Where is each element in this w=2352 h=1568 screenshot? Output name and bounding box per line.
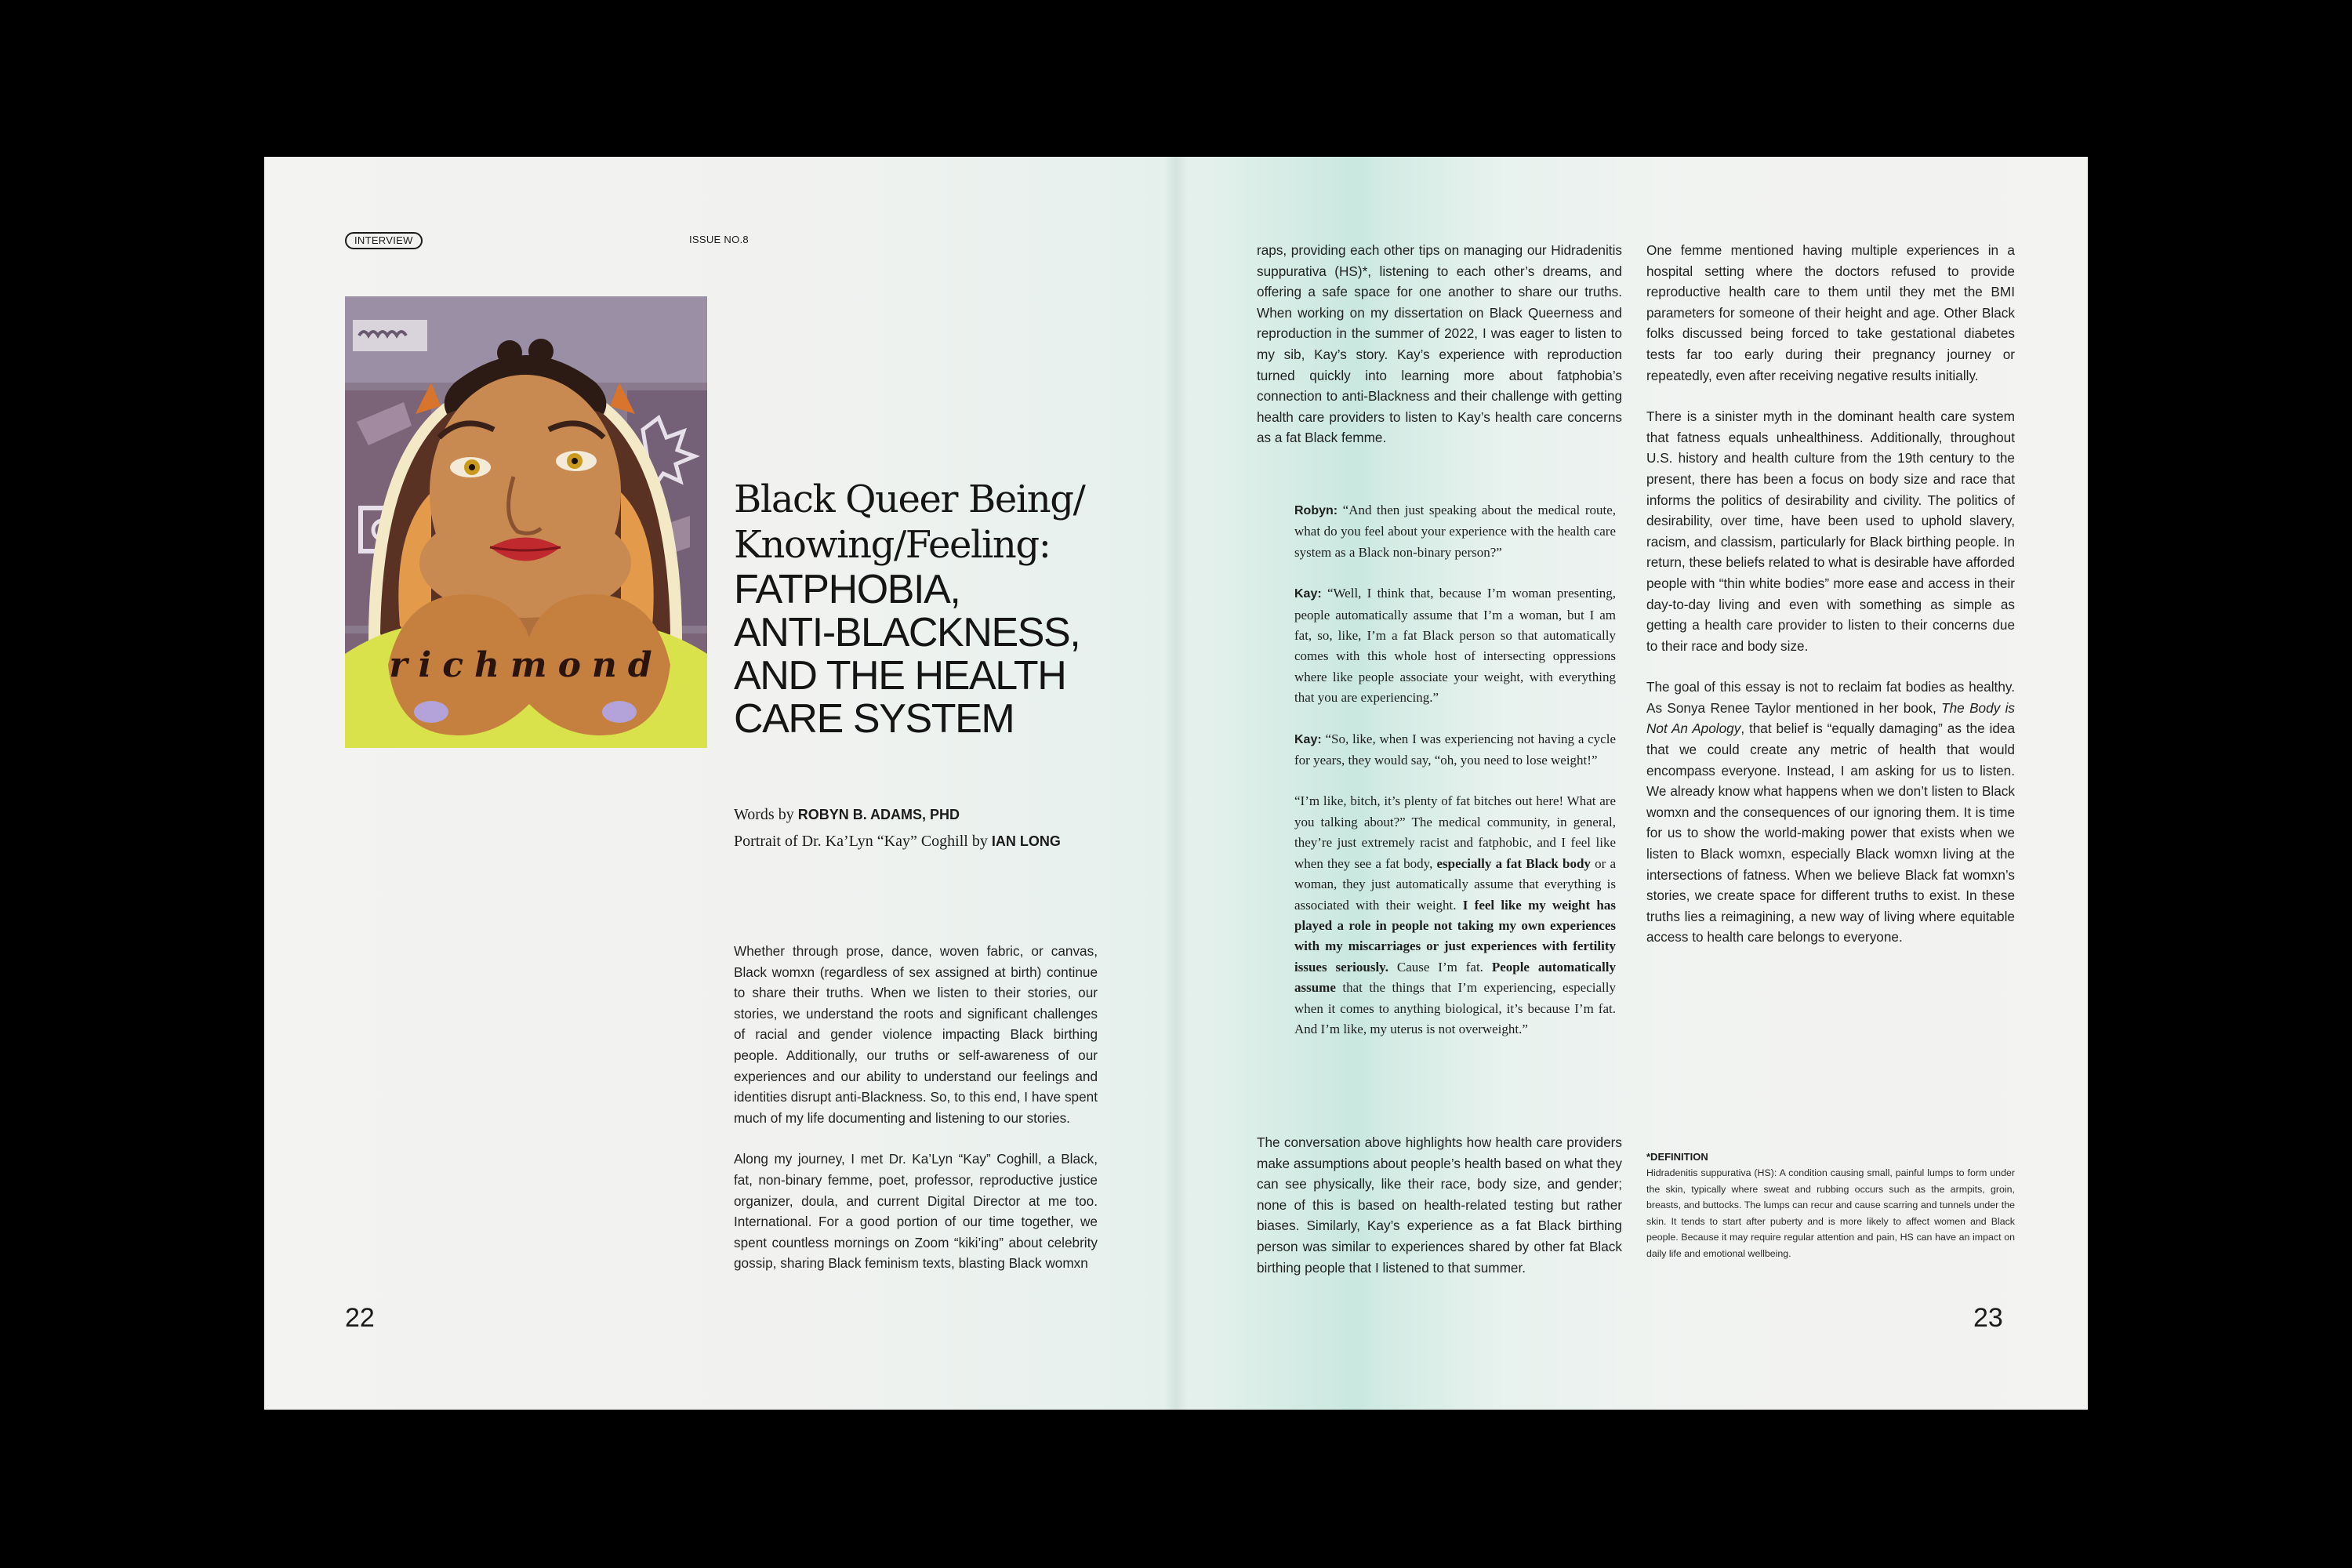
portrait-illustration — [345, 296, 707, 748]
illustrator-credit: Portrait of Dr. Ka’Lyn “Kay” Coghill by IAN LONG — [734, 833, 1061, 850]
title-line: AND THE HEALTH — [734, 653, 1066, 699]
transcript-turn: Kay: “Well, I think that, because I’m woman presenting, people automatically assume that I’m a woman, but I am fat, so, like, I’m a fat Black person so that automatically comes with this whole host of intersecting oppressions where like people associate your weight, with everything that you are experiencing.” — [1294, 586, 1616, 706]
transcript-turn: “I’m like, bitch, it’s plenty of fat bitches out here! What are you talking about?” The medical community, in general, they’re just extremely racist and fatphobic, and I feel like when they see a fat body, especially a fat Black body or a woman, they just automatically assume that everything is associated with their weight. I feel like my weight has played a role in people not taking my own experiences with my miscarriages or just experiences with fertility issues seriously. Cause I’m fat. People automatically assume that the things that I’m experiencing, especially when it comes to anything biological, it’s because I’m fat. And I’m like, my uterus is not overweight.” — [1294, 793, 1617, 1036]
title-line: ANTI-BLACKNESS, — [734, 610, 1080, 655]
body-paragraph: Whether through prose, dance, woven fabric, or canvas, Black womxn (regardless of sex assigned at birth) continue to share their truths. When we listen to their stories, our stories, we understand the roots and significant challenges of racial and gender violence impacting Black birthing people. Additionally, our truths or self-awareness of our experiences and our ability to understand our feelings and identities disrupt anti-Blackness. So, to this end, I have spent much of my life documenting and listening to our stories. — [734, 943, 1098, 1126]
left-page — [264, 157, 1176, 1410]
definition-body: Hidradenitis suppurativa (HS): A condition causing small, painful lumps to form under the skin, typically where sweat and rubbing occurs such as the armpits, groin, breasts, and buttocks. The lumps can recur and cause scarring and tunnels under the skin. It tends to start after puberty and is more likely to affect women and Black people. Because it may require regular attention and pain, HS can have an impact on daily life and emotional wellbeing. — [1646, 1167, 2015, 1259]
body-paragraph: raps, providing each other tips on managing our Hidradenitis suppurativa (HS)*, listening to each other’s dreams, and offering a safe space for one another to share our truths. When working on my dissertation on Black Queerness and reproduction in the summer of 2022, I was eager to listen to my sib, Kay’s story. Kay’s experience with reproduction turned quickly into learning more about fatphobia’s connection to anti-Blackness and their challenge with getting health care providers to listen to Kay’s health care concerns as a fat Black femme. — [1257, 242, 1622, 446]
body-paragraph: Along my journey, I met Dr. Ka’Lyn “Kay” Coghill, a Black, fat, non-binary femme, poet, professor, reproductive justice organizer, doula, and current Digital Director at me too. International. For a good portion of our time together, we spent countless mornings on Zoom “kiki’ing” about celebrity gossip, sharing Black feminism texts, blasting Black womxn — [734, 1151, 1098, 1272]
title-line: CARE SYSTEM — [734, 696, 1014, 742]
interview-transcript — [1294, 500, 1616, 1060]
page-number-right: 23 — [1973, 1303, 2003, 1333]
body-column-right-1-top — [1257, 240, 1622, 469]
title-line: FATPHOBIA, — [734, 567, 960, 612]
body-column-right-2 — [1646, 240, 2015, 968]
title-line: Black Queer Being/ — [734, 477, 1085, 521]
magazine-spread — [264, 157, 2088, 1410]
body-paragraph: There is a sinister myth in the dominant health care system that fatness equals unhealthiness. Additionally, throughout U.S. history and health culture from the 19th century to the present, there has been a focus on body size and race that informs the politics of desirability and civility. The politics of desirability, over time, have been used to uphold slavery, racism, and classism, particularly for Black birthing people. In return, these beliefs related to what is desirable have afforded people with “thin white bodies” more ease and access in their day-to-day living and even with something as simple as getting a health care provider to listen to their concerns due to their race and body size. — [1646, 408, 2015, 654]
transcript-turn: Kay: “So, like, when I was experiencing not having a cycle for years, they would say, “oh, you need to lose weight!” — [1294, 731, 1616, 768]
body-paragraph: The goal of this essay is not to reclaim fat bodies as healthy. As Sonya Renee Taylor mentioned in her book, The Body is Not An Apology, that belief is “equally damaging” as the idea that we could create any metric of health that would encompass everyone. Instead, I am asking for us to listen. We already know what happens when we don’t listen to Black womxn and the consequences of our ignoring them. It is time for us to show the world-making power that exists when we listen to Black womxn, especially Black womxn living at the intersections of fatness. When we believe Black fat womxn’s stories, we create space for different truths to exist. In these truths lies a reimagining, a new way of living where equitable access to health care belongs to everyone. — [1646, 679, 2016, 946]
transcript-turn: Robyn: “And then just speaking about the medical route, what do you feel about your experience with the health care system as a Black non-binary person?” — [1294, 503, 1616, 560]
page-number-left: 22 — [345, 1303, 375, 1333]
body-column-right-1-bottom — [1257, 1132, 1622, 1298]
body-column-left — [734, 941, 1098, 1294]
portrait-knuckle-lettering: richmond — [389, 645, 663, 685]
article-title-serif — [734, 477, 1142, 568]
article-title-sans — [734, 568, 1142, 741]
body-paragraph: One femme mentioned having multiple experiences in a hospital setting where the doctors refused to provide reproductive health care to them until they met the BMI parameters for someone of their height and age. Other Black folks discussed being forced to take gestational diabetes tests far too early during their pregnancy journey or repeatedly, even after receiving negative results initially. — [1646, 242, 2015, 383]
body-paragraph: The conversation above highlights how health care providers make assumptions about people’s health based on what they can see physically, like their race, body size, and gender; none of this is based on health-related testing but rather biases. Similarly, Kay’s experience as a fat Black birthing person was similar to experiences shared by other fat Black birthing people that I listened to that summer. — [1257, 1134, 1622, 1276]
title-line: Knowing/Feeling: — [734, 523, 1051, 567]
section-tag: INTERVIEW — [345, 232, 423, 249]
issue-label: ISSUE NO.8 — [689, 234, 749, 245]
author-credit: Words by ROBYN B. ADAMS, PHD — [734, 806, 960, 823]
definition-title: *DEFINITION — [1646, 1151, 1708, 1163]
